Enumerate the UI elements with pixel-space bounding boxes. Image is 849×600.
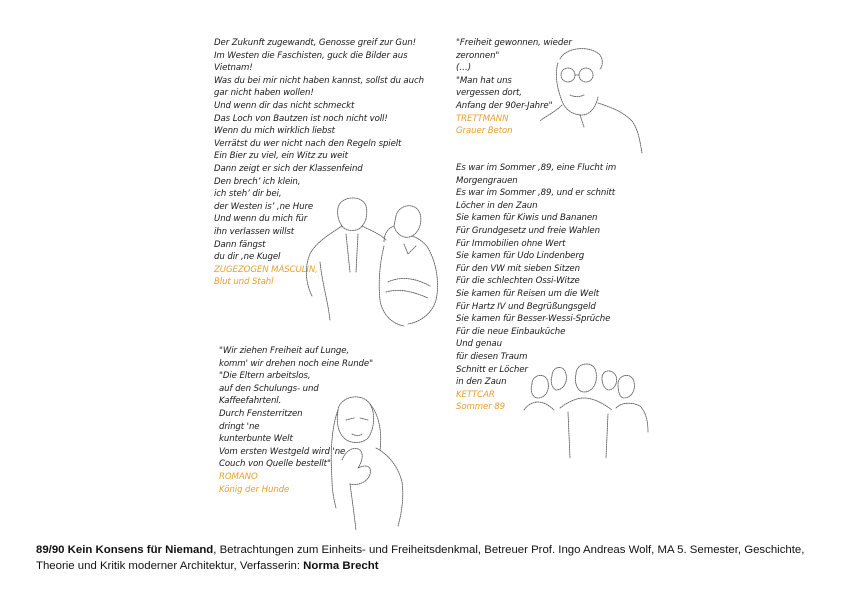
poem-line: Für Hartz IV und Begrüßungsgeld: [456, 301, 596, 312]
poem-line: Den brech’ ich klein,: [214, 176, 301, 187]
poem-line: Schnitt er Löcher: [456, 364, 528, 375]
poem-line: Für Immobilien ohne Wert: [456, 238, 566, 249]
poem-romano: [219, 345, 373, 496]
poem-line: Das Loch von Bautzen ist noch nicht voll!: [214, 113, 388, 124]
poem-line: gar nicht haben wollen!: [214, 88, 314, 99]
poem-line: der Westen is’ ‚ne Hure: [214, 201, 314, 212]
poem-line: Verrätst du wer nicht nach den Regeln spielt: [214, 138, 402, 149]
poem-line: Ein Bier zu viel, ein Witz zu weit: [214, 151, 348, 162]
poem-line: Für die neue Einbauküche: [456, 326, 566, 337]
poem-line: "Wir ziehen Freiheit auf Lunge,: [219, 346, 350, 356]
page-caption: [36, 542, 826, 574]
poem-line: "Man hat uns: [456, 75, 512, 86]
poem-line: Es war im Sommer ‚89, eine Flucht im: [456, 163, 617, 173]
poem-line: Couch von Quelle bestellt": [219, 459, 331, 470]
poem-line: Sie kamen für Besser-Wessi-Sprüche: [456, 314, 611, 325]
poem-line: in den Zaun: [456, 377, 507, 388]
poem-line: für diesen Traum: [456, 351, 528, 362]
poem-line: Der Zukunft zugewandt, Genosse greif zur Gun!: [214, 38, 416, 48]
poem-line: Morgengrauen: [456, 175, 518, 186]
poem-line: zeronnen": [456, 50, 500, 61]
poem-line: Vom ersten Westgeld wird 'ne: [219, 446, 346, 457]
poem-line: Sie kamen für Udo Lindenberg: [456, 251, 585, 262]
poem-line: Löcher in den Zaun: [456, 200, 538, 211]
poem-line: dringt 'ne: [219, 421, 260, 432]
poem-line: vergessen dort,: [456, 88, 522, 99]
poem-line: Dann zeigt er sich der Klassenfeind: [214, 163, 363, 174]
poem-line: Was du bei mir nicht haben kannst, sollst du auch: [214, 75, 424, 86]
caption-author: Norma Brecht: [303, 560, 379, 572]
poem-line: ihn verlassen willst: [214, 226, 295, 237]
artist-name: KETTCAR: [456, 389, 495, 400]
song-title: Sommer 89: [456, 402, 506, 413]
poem-line: Vietnam!: [214, 63, 253, 74]
poem-line: "Die Eltern arbeitslos,: [219, 371, 311, 382]
poem-trettmann: [456, 37, 572, 138]
poem-line: Dann fängst: [214, 239, 266, 250]
poem-zugezogen-masculin: [214, 37, 424, 289]
poem-line: "Freiheit gewonnen, wieder: [456, 38, 572, 48]
poem-line: Kaffeefahrtenl.: [219, 396, 282, 407]
poem-line: Und genau: [456, 339, 502, 350]
poem-line: Für Grundgesetz und freie Wahlen: [456, 225, 600, 236]
poem-kettcar: [456, 162, 616, 414]
poem-line: Sie kamen für Kiwis und Bananen: [456, 213, 598, 224]
poem-line: Im Westen die Faschisten, guck die Bilder aus: [214, 50, 408, 61]
artist-name: ZUGEZOGEN MASCULIN,: [214, 264, 318, 275]
poem-line: Anfang der 90er-Jahre": [456, 100, 553, 111]
poem-line: auf den Schulungs- und: [219, 383, 319, 394]
song-title: Grauer Beton: [456, 126, 513, 137]
artist-name: ROMANO: [219, 471, 258, 482]
poem-line: kunterbunte Welt: [219, 434, 293, 445]
poem-line: Und wenn du mich für: [214, 214, 308, 225]
poem-line: Und wenn dir das nicht schmeckt: [214, 100, 355, 111]
poem-line: ich steh’ dir bei,: [214, 189, 282, 200]
poem-line: Durch Fensterritzen: [219, 408, 303, 419]
song-title: Blut und Stahl: [214, 277, 274, 288]
poem-line: Wenn du mich wirklich liebst: [214, 126, 335, 137]
poem-line: Sie kamen für Reisen um die Welt: [456, 288, 600, 299]
song-title: König der Hunde: [219, 484, 290, 495]
artist-name: TRETTMANN: [456, 113, 509, 124]
poem-line: Für die schlechten Ossi-Witze: [456, 276, 580, 287]
poem-line: du dir ‚ne Kugel: [214, 252, 281, 263]
caption-title: 89/90 Kein Konsens für Niemand: [36, 544, 214, 556]
poem-line: komm' wir drehen noch eine Runde": [219, 358, 373, 369]
poem-line: Für den VW mit sieben Sitzen: [456, 263, 580, 274]
poem-line: Es war im Sommer ‚89, und er schnitt: [456, 188, 616, 199]
poem-line: (…): [456, 63, 471, 74]
caption-text: , Betrachtungen zum Einheits- und Freiheitsdenkmal, Betreuer Prof. Ingo Andreas Wolf, MA 5. Semester, Geschichte, Theorie und Kritik moderner Architektur, Verfasserin:: [36, 544, 805, 572]
